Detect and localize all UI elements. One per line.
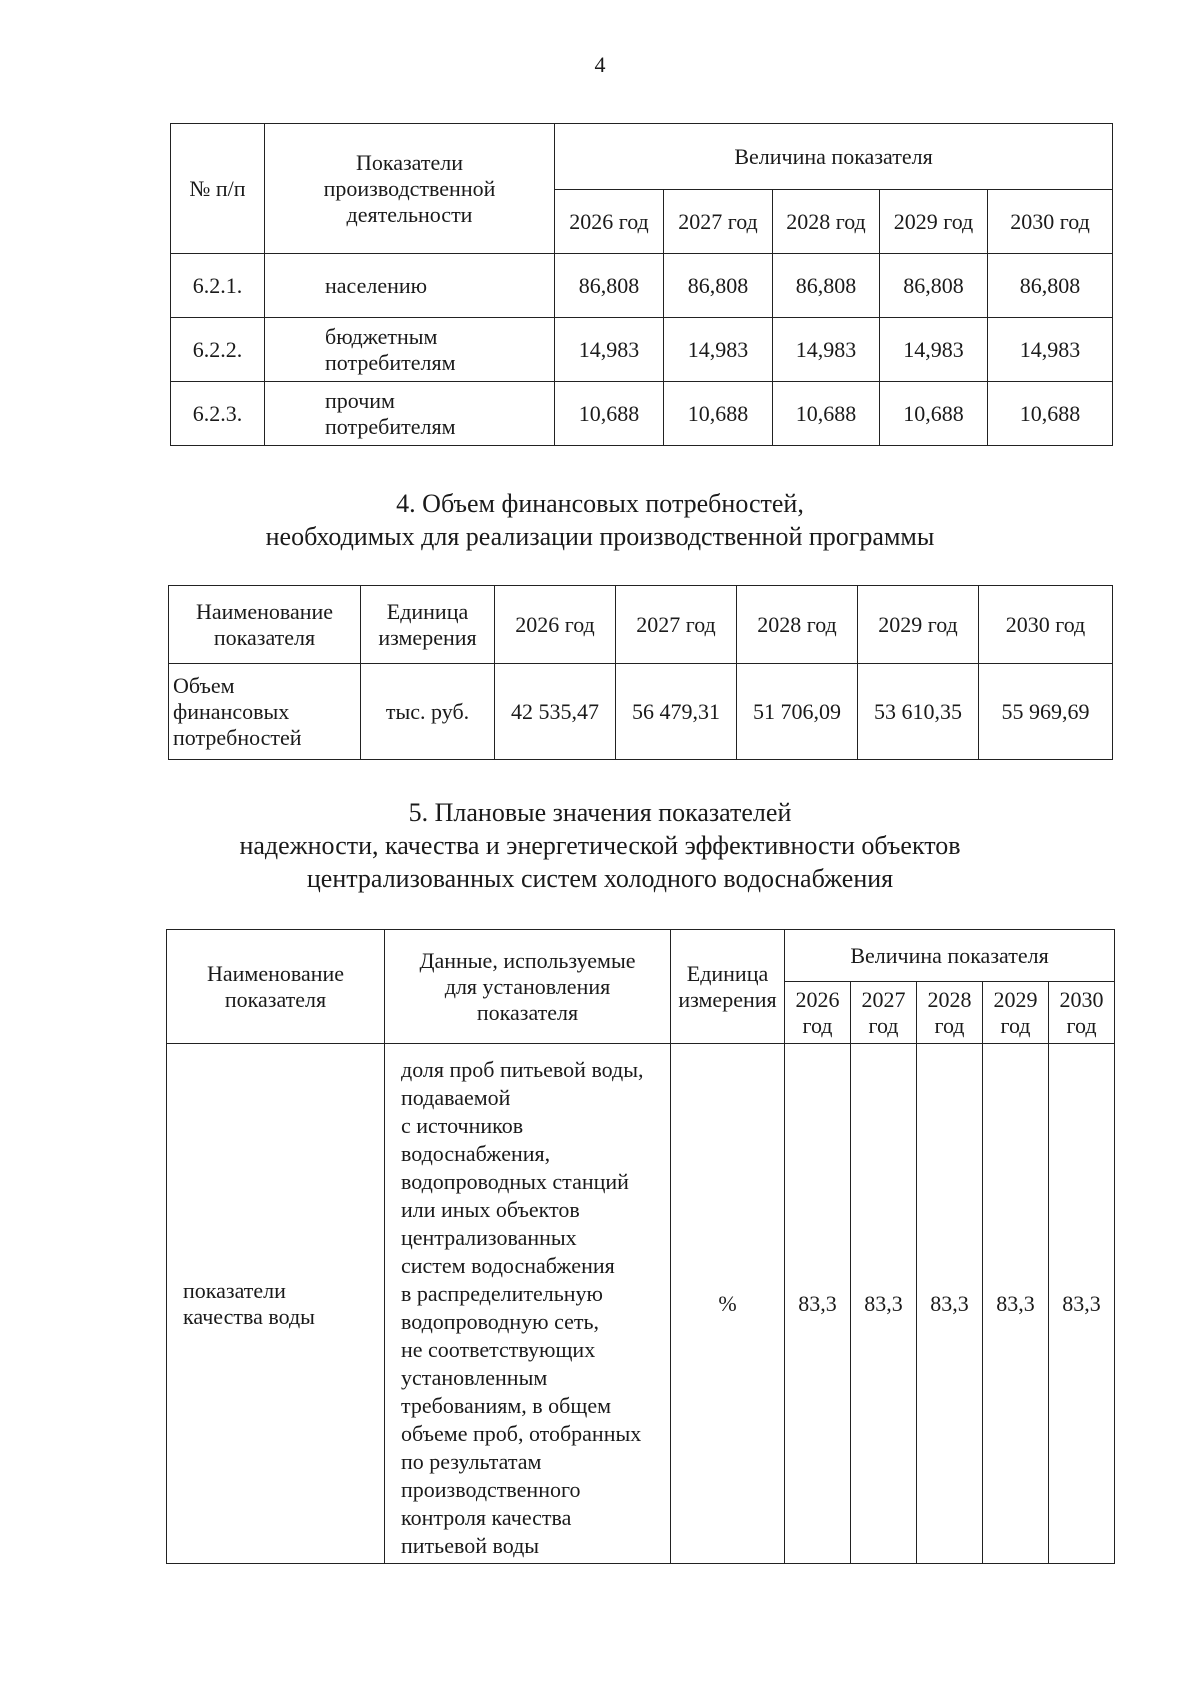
row-value: 55 969,69 bbox=[979, 664, 1113, 760]
row-value: 83,3 bbox=[785, 1044, 851, 1564]
header-year: 2026 год bbox=[495, 586, 616, 664]
header-unit: Единица измерения bbox=[671, 930, 785, 1044]
row-value: 10,688 bbox=[880, 382, 988, 446]
row-value: 86,808 bbox=[773, 254, 880, 318]
header-year: 2030 год bbox=[1049, 982, 1115, 1044]
table-row bbox=[169, 664, 1113, 760]
header-year: 2029 год bbox=[858, 586, 979, 664]
row-value: 10,688 bbox=[664, 382, 773, 446]
row-value: 10,688 bbox=[555, 382, 664, 446]
header-value: Величина показателя bbox=[785, 930, 1115, 982]
water-quality-table bbox=[166, 929, 1115, 1564]
header-year: 2026 год bbox=[785, 982, 851, 1044]
row-value: 14,983 bbox=[773, 318, 880, 382]
row-value: 10,688 bbox=[773, 382, 880, 446]
row-value: 14,983 bbox=[880, 318, 988, 382]
header-year: 2027 год bbox=[616, 586, 737, 664]
row-value: 83,3 bbox=[983, 1044, 1049, 1564]
production-indicators-table bbox=[170, 123, 1113, 446]
header-indicator: Показатели производственной деятельности bbox=[265, 124, 555, 254]
header-name: Наименование показателя bbox=[167, 930, 385, 1044]
row-data-description: доля проб питьевой воды, подаваемой с источников водоснабжения, водопроводных станций или иных объектов централизованных систем водоснабжения в распределительную водопроводную сеть, не соответствующих установленным требованиям, в общем объеме проб, отобранных по результатам производственного контроля качества питьевой воды bbox=[385, 1044, 671, 1564]
header-year: 2028 год bbox=[773, 190, 880, 254]
header-year: 2029 год bbox=[880, 190, 988, 254]
page-number: 4 bbox=[594, 52, 606, 77]
table-row bbox=[167, 1044, 1115, 1564]
section-4-title: 4. Объем финансовых потребностей, необходимых для реализации производственной программы bbox=[265, 489, 935, 551]
table-row bbox=[171, 318, 1113, 382]
row-name: показатели качества воды bbox=[167, 1044, 385, 1564]
header-year: 2026 год bbox=[555, 190, 664, 254]
row-number: 6.2.1. bbox=[171, 254, 265, 318]
table-row bbox=[171, 382, 1113, 446]
row-value: 14,983 bbox=[555, 318, 664, 382]
row-value: 86,808 bbox=[664, 254, 773, 318]
header-year: 2027 год bbox=[851, 982, 917, 1044]
row-value: 51 706,09 bbox=[737, 664, 858, 760]
row-value: 86,808 bbox=[880, 254, 988, 318]
financial-needs-table bbox=[168, 585, 1113, 760]
row-value: 42 535,47 bbox=[495, 664, 616, 760]
row-name: населению bbox=[265, 254, 555, 318]
header-year: 2029 год bbox=[983, 982, 1049, 1044]
header-year: 2028 год bbox=[737, 586, 858, 664]
header-value: Величина показателя bbox=[555, 124, 1113, 190]
row-value: 53 610,35 bbox=[858, 664, 979, 760]
header-unit: Единица измерения bbox=[361, 586, 495, 664]
row-name: Объем финансовых потребностей bbox=[169, 664, 361, 760]
row-unit: % bbox=[671, 1044, 785, 1564]
row-unit: тыс. руб. bbox=[361, 664, 495, 760]
row-value: 86,808 bbox=[988, 254, 1113, 318]
row-value: 14,983 bbox=[988, 318, 1113, 382]
header-year: 2028 год bbox=[917, 982, 983, 1044]
section-5-title: 5. Плановые значения показателей надежности, качества и энергетической эффективности объектов централизованных систем холодного водоснабжения bbox=[239, 798, 961, 893]
row-value: 83,3 bbox=[851, 1044, 917, 1564]
row-value: 83,3 bbox=[917, 1044, 983, 1564]
header-year: 2030 год bbox=[979, 586, 1113, 664]
row-name: бюджетным потребителям bbox=[265, 318, 555, 382]
row-number: 6.2.2. bbox=[171, 318, 265, 382]
row-value: 14,983 bbox=[664, 318, 773, 382]
header-year: 2030 год bbox=[988, 190, 1113, 254]
row-value: 56 479,31 bbox=[616, 664, 737, 760]
header-no: № п/п bbox=[171, 124, 265, 254]
row-value: 86,808 bbox=[555, 254, 664, 318]
header-data: Данные, используемые для установления показателя bbox=[385, 930, 671, 1044]
header-year: 2027 год bbox=[664, 190, 773, 254]
row-name: прочим потребителям bbox=[265, 382, 555, 446]
row-value: 83,3 bbox=[1049, 1044, 1115, 1564]
table-row bbox=[171, 254, 1113, 318]
row-number: 6.2.3. bbox=[171, 382, 265, 446]
row-value: 10,688 bbox=[988, 382, 1113, 446]
header-name: Наименование показателя bbox=[169, 586, 361, 664]
